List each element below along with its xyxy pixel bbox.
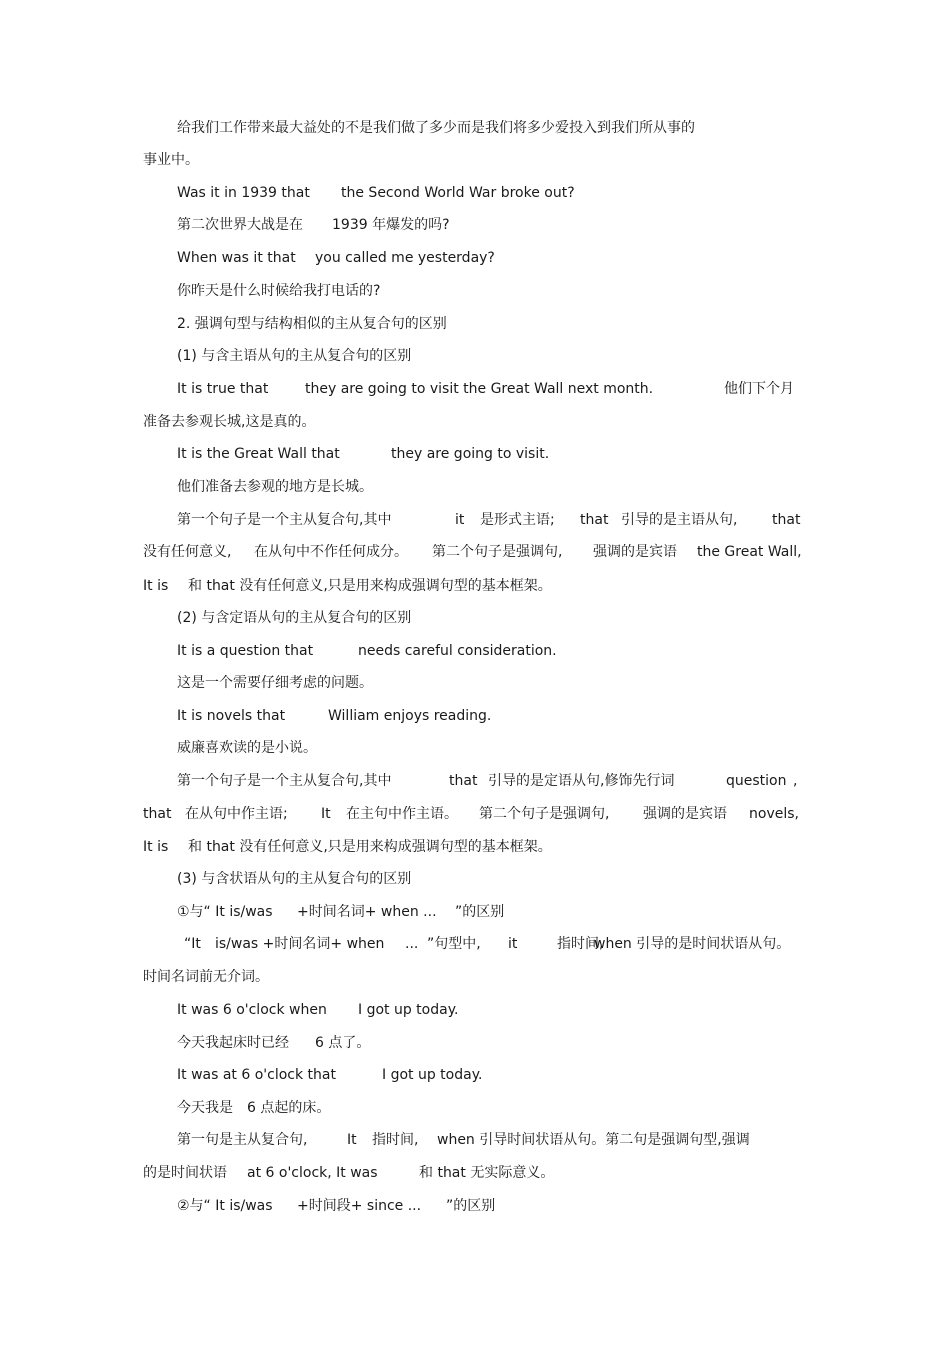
text-segment: is/was +时间名词+ when [215, 936, 385, 952]
text-segment: I got up today. [358, 1002, 459, 1018]
text-line [0, 706, 950, 730]
text-segment: 和 that 没有任何意义,只是用来构成强调句型的基本框架。 [188, 578, 552, 594]
text-segment: 时间名词前无介词。 [143, 969, 269, 985]
text-segment: ”句型中, [427, 936, 481, 952]
text-segment: 和 that 无实际意义。 [419, 1165, 555, 1181]
text-line [0, 608, 950, 632]
text-segment: they are going to visit. [391, 446, 550, 462]
text-segment: 在主句中作主语。 [346, 806, 458, 822]
text-line [0, 1098, 950, 1122]
text-segment: (1) 与含主语从句的主从复合句的区别 [177, 348, 412, 364]
text-line [0, 477, 950, 501]
text-segment: 和 that 没有任何意义,只是用来构成强调句型的基本框架。 [188, 839, 552, 855]
text-line [0, 412, 950, 436]
text-line [0, 967, 950, 991]
text-line [0, 281, 950, 305]
text-segment: (2) 与含定语从句的主从复合句的区别 [177, 610, 412, 626]
text-segment: 今天我起床时已经 [177, 1035, 289, 1051]
text-segment: 引导的是定语从句,修饰先行词 [488, 773, 675, 789]
text-segment: they are going to visit the Great Wall next month. [305, 381, 654, 397]
text-segment: needs careful consideration. [358, 643, 557, 659]
text-segment: Was it in 1939 that [177, 185, 310, 201]
text-segment: 事业中。 [143, 152, 199, 168]
text-segment: “It [184, 936, 201, 952]
text-segment: 第二次世界大战是在 [177, 217, 303, 233]
text-line [0, 934, 950, 958]
text-line [0, 215, 950, 239]
text-segment: It was 6 o'clock when [177, 1002, 327, 1018]
text-line [0, 444, 950, 468]
text-segment: question [726, 773, 787, 789]
text-segment: 2. 强调句型与结构相似的主从复合句的区别 [177, 316, 447, 332]
text-segment: 准备去参观长城,这是真的。 [143, 414, 316, 430]
text-segment: It is true that [177, 381, 269, 397]
text-line [0, 248, 950, 272]
text-segment: when 引导时间状语从句。第二句是强调句型,强调 [437, 1132, 750, 1148]
text-segment: ②与“ It is/was [177, 1198, 273, 1214]
text-line [0, 837, 950, 861]
text-segment: (3) 与含状语从句的主从复合句的区别 [177, 871, 412, 887]
text-segment: 指时间, [557, 936, 604, 952]
text-segment: It [321, 806, 331, 822]
text-segment: that [772, 512, 801, 528]
text-segment: 给我们工作带来最大益处的不是我们做了多少而是我们将多少爱投入到我们所从事的 [177, 120, 695, 136]
text-line [0, 869, 950, 893]
text-line [0, 379, 950, 403]
text-segment: that [580, 512, 609, 528]
text-segment: 6 点了。 [315, 1035, 371, 1051]
text-line [0, 542, 950, 566]
text-segment: it [455, 512, 465, 528]
text-line [0, 183, 950, 207]
text-line [0, 150, 950, 174]
text-segment: 第一个句子是一个主从复合句,其中 [177, 512, 392, 528]
text-line [0, 510, 950, 534]
text-line [0, 118, 950, 142]
text-line [0, 1196, 950, 1220]
text-segment: It is [143, 839, 169, 855]
text-segment: the Great Wall, [697, 544, 802, 560]
text-segment: 威廉喜欢读的是小说。 [177, 740, 317, 756]
text-segment: at 6 o'clock, It was [247, 1165, 378, 1181]
text-segment: It is [143, 578, 169, 594]
text-segment: the Second World War broke out? [341, 185, 575, 201]
text-segment: when 引导的是时间状语从句。 [594, 936, 791, 952]
text-segment: 第一个句子是一个主从复合句,其中 [177, 773, 392, 789]
text-line [0, 771, 950, 795]
text-line [0, 1130, 950, 1154]
text-segment: 6 点起的床。 [247, 1100, 331, 1116]
text-segment: 是形式主语; [480, 512, 555, 528]
text-segment: 你昨天是什么时候给我打电话的? [177, 283, 381, 299]
text-segment: 今天我是 [177, 1100, 233, 1116]
text-segment: +时间名词+ when ... [297, 904, 437, 920]
text-line [0, 641, 950, 665]
text-segment: ①与“ It is/was [177, 904, 273, 920]
text-segment: William enjoys reading. [328, 708, 492, 724]
text-segment: 这是一个需要仔细考虑的问题。 [177, 675, 373, 691]
text-line [0, 346, 950, 370]
text-line [0, 1065, 950, 1089]
text-segment: 强调的是宾语 [593, 544, 677, 560]
text-line [0, 738, 950, 762]
text-segment: you called me yesterday? [315, 250, 495, 266]
text-segment: 1939 年爆发的吗? [332, 217, 450, 233]
text-line [0, 576, 950, 600]
text-line [0, 314, 950, 338]
text-segment: It is novels that [177, 708, 286, 724]
text-segment: +时间段+ since ... [297, 1198, 422, 1214]
text-segment: I got up today. [382, 1067, 483, 1083]
text-segment: , [793, 773, 798, 789]
text-segment: 在从句中不作任何成分。 [254, 544, 408, 560]
text-segment: It [347, 1132, 357, 1148]
text-segment: It is a question that [177, 643, 314, 659]
text-segment: 没有任何意义, [143, 544, 232, 560]
text-segment: it [508, 936, 518, 952]
text-line [0, 1163, 950, 1187]
text-segment: It was at 6 o'clock that [177, 1067, 336, 1083]
text-line [0, 673, 950, 697]
text-segment: ”的区别 [455, 904, 505, 920]
text-segment: 引导的是主语从句, [621, 512, 738, 528]
text-segment: 第一句是主从复合句, [177, 1132, 308, 1148]
text-segment: 的是时间状语 [143, 1165, 227, 1181]
text-segment: that [449, 773, 478, 789]
text-line [0, 1000, 950, 1024]
text-segment: 指时间, [372, 1132, 419, 1148]
text-segment: When was it that [177, 250, 296, 266]
text-segment: ”的区别 [446, 1198, 496, 1214]
text-segment: 第二个句子是强调句, [479, 806, 610, 822]
text-line [0, 902, 950, 926]
text-line [0, 1033, 950, 1057]
text-segment: 在从句中作主语; [185, 806, 288, 822]
text-segment: 他们准备去参观的地方是长城。 [177, 479, 373, 495]
text-segment: 第二个句子是强调句, [432, 544, 563, 560]
text-segment: It is the Great Wall that [177, 446, 340, 462]
text-segment: that [143, 806, 172, 822]
text-segment: 他们下个月 [724, 381, 794, 397]
text-segment: novels, [749, 806, 799, 822]
text-segment: 强调的是宾语 [643, 806, 727, 822]
text-segment: ... [405, 936, 419, 952]
text-line [0, 804, 950, 828]
